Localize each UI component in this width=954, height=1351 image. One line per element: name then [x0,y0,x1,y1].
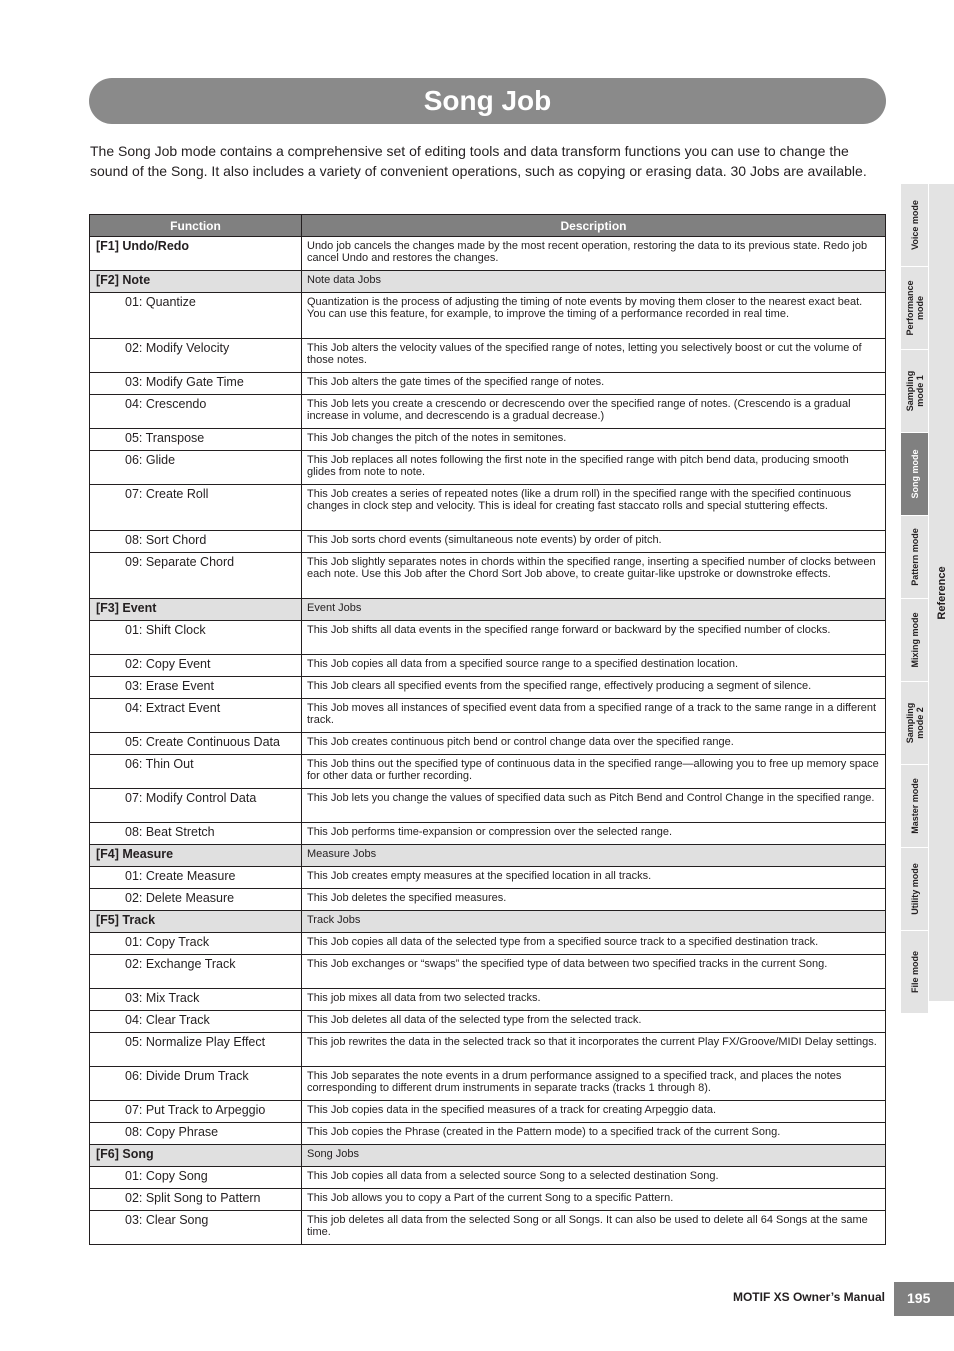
function-cell: 06: Glide [90,451,302,485]
table-row [90,755,886,789]
mode-tab [901,267,928,350]
description-cell: This Job shifts all data events in the specified range forward or backward by the specified number of clocks. [302,621,886,655]
mode-index-tabs [901,184,928,1014]
mode-tab-label: Mixing mode [909,612,920,668]
description-cell: This Job lets you create a crescendo or decrescendo over the specified range of notes. (Crescendo is a gradual increase in volume, and decrescendo is a gradual decrease.) [302,395,886,429]
description-cell: This Job slightly separates notes in chords within the specified range, inserting a specified number of clocks between each note. Use this Job after the Chord Sort Job above, to create guitar-like upstroke or downstroke effects. [302,553,886,599]
description-cell: This Job copies all data of the selected type from a specified source track to a specified destination track. [302,933,886,955]
function-cell: 02: Modify Velocity [90,339,302,373]
description-cell: This Job creates a series of repeated notes (like a drum roll) in the specified range with the specified continuous changes in clock step and velocity. This is ideal for creating fast staccato rolls and special stuttering effects. [302,485,886,531]
function-cell: 03: Erase Event [90,677,302,699]
table-row [90,699,886,733]
description-cell: Undo job cancels the changes made by the most recent operation, restoring the data to its previous state. Redo job cancel Undo and restores the changes. [302,237,886,271]
manual-title: MOTIF XS Owner’s Manual [732,1290,885,1304]
description-cell: This Job allows you to copy a Part of the current Song to a specific Pattern. [302,1189,886,1211]
table-row [90,955,886,989]
description-cell: This Job creates empty measures at the specified location in all tracks. [302,867,886,889]
description-cell: Track Jobs [302,911,886,933]
description-cell: This Job alters the gate times of the specified range of notes. [302,373,886,395]
mode-tab-label: Song mode [909,449,920,499]
description-column-header: Description [302,215,886,237]
description-cell: This Job moves all instances of specified event data from a specified range of a track to the same range in a different track. [302,699,886,733]
table-row [90,451,886,485]
description-cell: This Job copies data in the specified measures of a track for creating Arpeggio data. [302,1101,886,1123]
table-group-row [90,599,886,621]
description-cell: This job rewrites the data in the selected track so that it incorporates the current Play FX/Groove/MIDI Delay settings. [302,1033,886,1067]
mode-tab [901,184,928,267]
description-cell: This Job lets you change the values of specified data such as Pitch Bend and Control Change in the specified range. [302,789,886,823]
description-cell: This Job changes the pitch of the notes in semitones. [302,429,886,451]
table-row [90,553,886,599]
table-row [90,531,886,553]
table-row [90,1067,886,1101]
function-cell: 06: Thin Out [90,755,302,789]
function-cell: [F4] Measure [90,845,302,867]
function-cell: 01: Quantize [90,293,302,339]
function-cell: 04: Clear Track [90,1011,302,1033]
description-cell: This Job deletes all data of the selected type from the selected track. [302,1011,886,1033]
mode-tab-label: Voice mode [909,200,920,250]
table-header-row [90,215,886,237]
description-cell: This job deletes all data from the selected Song or all Songs. It can also be used to delete all 64 Songs at the same time. [302,1211,886,1245]
function-cell: 01: Create Measure [90,867,302,889]
function-cell: 01: Copy Track [90,933,302,955]
description-cell: Quantization is the process of adjusting the timing of note events by moving them closer to the nearest exact beat. You can use this feature, for example, to improve the timing of a performance recorded in real time. [302,293,886,339]
function-cell: 02: Delete Measure [90,889,302,911]
table-row [90,485,886,531]
description-cell: This job mixes all data from two selected tracks. [302,989,886,1011]
description-cell: This Job clears all specified events from the specified range, effectively producing a segment of silence. [302,677,886,699]
mode-tab [901,516,928,599]
description-cell: This Job exchanges or “swaps” the specified type of data between two specified tracks in the current Song. [302,955,886,989]
function-cell: 08: Beat Stretch [90,823,302,845]
mode-tab-label: File mode [909,950,920,994]
page-number: 195 [894,1282,954,1316]
table-row [90,1101,886,1123]
mode-tab-label: Pattern mode [909,528,920,586]
table-row [90,677,886,699]
mode-tab [901,765,928,848]
table-row [90,1211,886,1245]
mode-tab [901,599,928,682]
table-row [90,933,886,955]
function-cell: 02: Copy Event [90,655,302,677]
function-cell: 08: Sort Chord [90,531,302,553]
mode-tab [901,350,928,433]
description-cell: This Job separates the note events in a drum performance assigned to a specified track, and places the notes corresponding to different drum instruments in separate tracks (tracks 1 through 8). [302,1067,886,1101]
table-group-row [90,271,886,293]
table-row [90,1167,886,1189]
mode-tab [901,931,928,1014]
description-cell: This Job copies all data from a selected source Song to a selected destination Song. [302,1167,886,1189]
function-cell: 03: Clear Song [90,1211,302,1245]
page-title-bar [89,78,886,124]
mode-tab-label: Sampling mode 1 [904,370,925,412]
description-cell: Measure Jobs [302,845,886,867]
function-cell: [F6] Song [90,1145,302,1167]
function-cell: 02: Split Song to Pattern [90,1189,302,1211]
mode-tab [901,433,928,516]
description-cell: This Job thins out the specified type of continuous data in the specified range—allowing you to free up memory space for other data or further recording. [302,755,886,789]
function-cell: 08: Copy Phrase [90,1123,302,1145]
function-cell: 06: Divide Drum Track [90,1067,302,1101]
table-row [90,989,886,1011]
function-cell: 05: Create Continuous Data [90,733,302,755]
function-cell: 07: Create Roll [90,485,302,531]
table-row [90,789,886,823]
table-group-row [90,911,886,933]
table-group-row [90,237,886,271]
description-cell: This Job replaces all notes following the first note in the specified range with pitch bend data, producing smooth glides from note to note. [302,451,886,485]
description-cell: Note data Jobs [302,271,886,293]
description-cell: This Job sorts chord events (simultaneous note events) by order of pitch. [302,531,886,553]
function-cell: 01: Shift Clock [90,621,302,655]
table-row [90,1033,886,1067]
table-row [90,395,886,429]
function-cell: 04: Crescendo [90,395,302,429]
mode-tab-label: Utility mode [909,863,920,915]
function-cell: [F3] Event [90,599,302,621]
table-body [90,237,886,1245]
table-row [90,1123,886,1145]
table-row [90,339,886,373]
table-row [90,373,886,395]
mode-tab-label: Master mode [909,778,920,834]
description-cell: This Job deletes the specified measures. [302,889,886,911]
mode-tab-label: Sampling mode 2 [904,702,925,744]
mode-tab [901,682,928,765]
description-cell: This Job alters the velocity values of the specified range of notes, letting you selectively boost or cut the volume of those notes. [302,339,886,373]
table-row [90,1189,886,1211]
page-title: Song Job [423,85,552,116]
function-cell: 03: Mix Track [90,989,302,1011]
function-column-header: Function [90,215,302,237]
function-cell: 03: Modify Gate Time [90,373,302,395]
table-group-row [90,845,886,867]
description-cell: Event Jobs [302,599,886,621]
table-row [90,889,886,911]
table-row [90,655,886,677]
description-cell: This Job copies all data from a specified source range to a specified destination location. [302,655,886,677]
function-cell: 05: Transpose [90,429,302,451]
intro-paragraph: The Song Job mode contains a comprehensive set of editing tools and data transform functions you can use to change the sound of the Song. It also includes a variety of convenient operations, such as copying or erasing data. 30 Jobs are available. [90,143,867,179]
table-row [90,1011,886,1033]
function-cell: 07: Modify Control Data [90,789,302,823]
table-row [90,429,886,451]
table-row [90,867,886,889]
table-row [90,733,886,755]
function-cell: 02: Exchange Track [90,955,302,989]
table-row [90,293,886,339]
table-group-row [90,1145,886,1167]
function-cell: [F1] Undo/Redo [90,237,302,271]
function-cell: 09: Separate Chord [90,553,302,599]
mode-tab-label: Performance mode [904,280,925,336]
table-row [90,621,886,655]
mode-tab [901,848,928,931]
function-cell: 05: Normalize Play Effect [90,1033,302,1067]
function-cell: 07: Put Track to Arpeggio [90,1101,302,1123]
table-row [90,823,886,845]
function-cell: [F2] Note [90,271,302,293]
reference-section-strip [929,184,954,1001]
description-cell: Song Jobs [302,1145,886,1167]
description-cell: This Job copies the Phrase (created in the Pattern mode) to a specified track of the current Song. [302,1123,886,1145]
function-cell: [F5] Track [90,911,302,933]
description-cell: This Job creates continuous pitch bend or control change data over the specified range. [302,733,886,755]
reference-label: Reference [935,565,948,620]
function-cell: 01: Copy Song [90,1167,302,1189]
function-cell: 04: Extract Event [90,699,302,733]
description-cell: This Job performs time-expansion or compression over the selected range. [302,823,886,845]
song-job-table [89,214,886,1245]
